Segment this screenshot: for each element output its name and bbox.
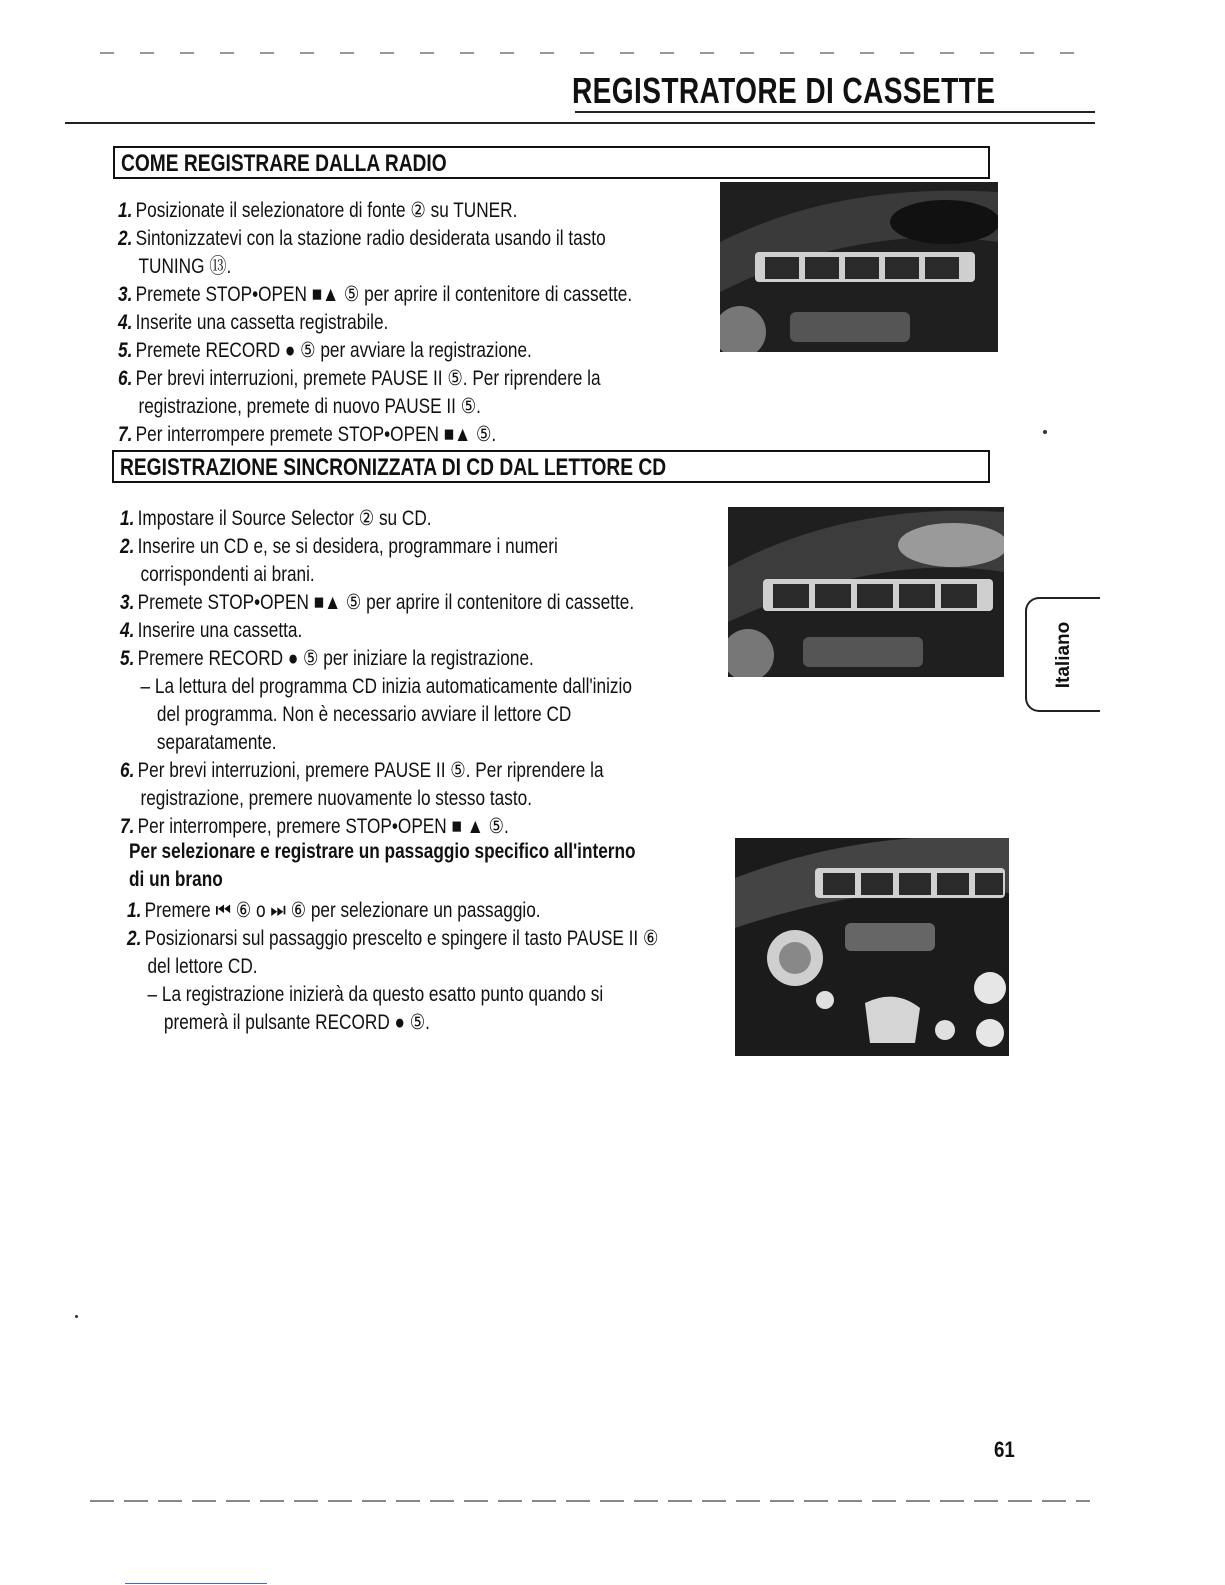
header-rule [65,122,1095,124]
list-item: – La registrazione inizierà da questo esatto punto quando si [147,983,604,1006]
language-tab-label: Italiano [1052,621,1074,688]
list-item: 3. Premete STOP•OPEN ■▲ ⑤ per aprire il contenitore di cassette. [120,591,635,614]
list-item: 5. Premete RECORD ● ⑤ per avviare la registrazione. [118,339,532,362]
list-item: 2. Posizionarsi sul passaggio prescelto e spingere il tasto PAUSE II ⑥ [127,927,659,950]
language-tab [1025,597,1100,712]
list-item: TUNING ⑬. [138,255,232,278]
list-item: registrazione, premete di nuovo PAUSE II ⑤. [138,395,481,418]
list-item: 3. Premete STOP•OPEN ■▲ ⑤ per aprire il contenitore di cassette. [118,283,633,306]
list-item: registrazione, premere nuovamente lo stesso tasto. [140,787,532,810]
list-item: del programma. Non è necessario avviare il lettore CD [156,703,572,726]
cassette-deck-photo [720,182,998,352]
list-item: 2. Inserire un CD e, se si desidera, programmare i numeri [120,535,558,558]
bottom-scan-rule [90,1500,1090,1502]
top-scan-rule [100,52,1090,54]
list-item: 6. Per brevi interruzioni, premete PAUSE II ⑤. Per riprendere la [118,367,601,390]
list-item: 7. Per interrompere premete STOP•OPEN ■▲ ⑤. [118,423,497,446]
list-item: separatamente. [156,731,277,754]
cd-sync-steps [120,505,747,841]
page-title: REGISTRATORE DI CASSETTE [572,70,996,111]
list-item: 4. Inserite una cassetta registrabile. [118,311,389,334]
list-item: del lettore CD. [147,955,258,978]
cd-controls-photo [735,838,1009,1056]
list-item: 1. Impostare il Source Selector ② su CD. [120,507,432,530]
title-underline [575,111,1095,113]
list-item: 4. Inserire una cassetta. [120,619,303,642]
list-item: 6. Per brevi interruzioni, premere PAUSE II ⑤. Per riprendere la [120,759,604,782]
page-number: 61 [994,1437,1015,1462]
section-heading-cd-sync-label: REGISTRAZIONE SINCRONIZZATA DI CD DAL LETTORE CD [120,454,667,481]
scan-speck [1043,430,1047,434]
list-item: 7. Per interrompere, premere STOP•OPEN ■ ▲ ⑤. [120,815,509,838]
cd-cassette-deck-photo [728,507,1004,677]
list-item: 2. Sintonizzatevi con la stazione radio desiderata usando il tasto [118,227,606,250]
section-heading-radio [113,146,990,178]
link-underline [125,1583,267,1584]
section-heading-cd-sync [112,450,990,482]
scan-speck [75,1315,78,1318]
passage-heading: Per selezionare e registrare un passaggio specifico all'interno di un brano [129,840,636,891]
list-item: 1. Premere ⏮ ⑥ o ⏭ ⑥ per selezionare un passaggio. [127,899,541,922]
radio-steps [118,197,745,449]
list-item: 1. Posizionate il selezionatore di fonte ② su TUNER. [118,199,518,222]
list-item: premerà il pulsante RECORD ● ⑤. [163,1011,430,1034]
list-item: 5. Premere RECORD ● ⑤ per iniziare la registrazione. [120,647,534,670]
list-item: – La lettura del programma CD inizia automaticamente dall'inizio [140,675,632,698]
list-item: corrispondenti ai brani. [140,563,315,586]
section-heading-radio-label: COME REGISTRARE DALLA RADIO [121,150,447,177]
passage-steps [127,897,775,1037]
